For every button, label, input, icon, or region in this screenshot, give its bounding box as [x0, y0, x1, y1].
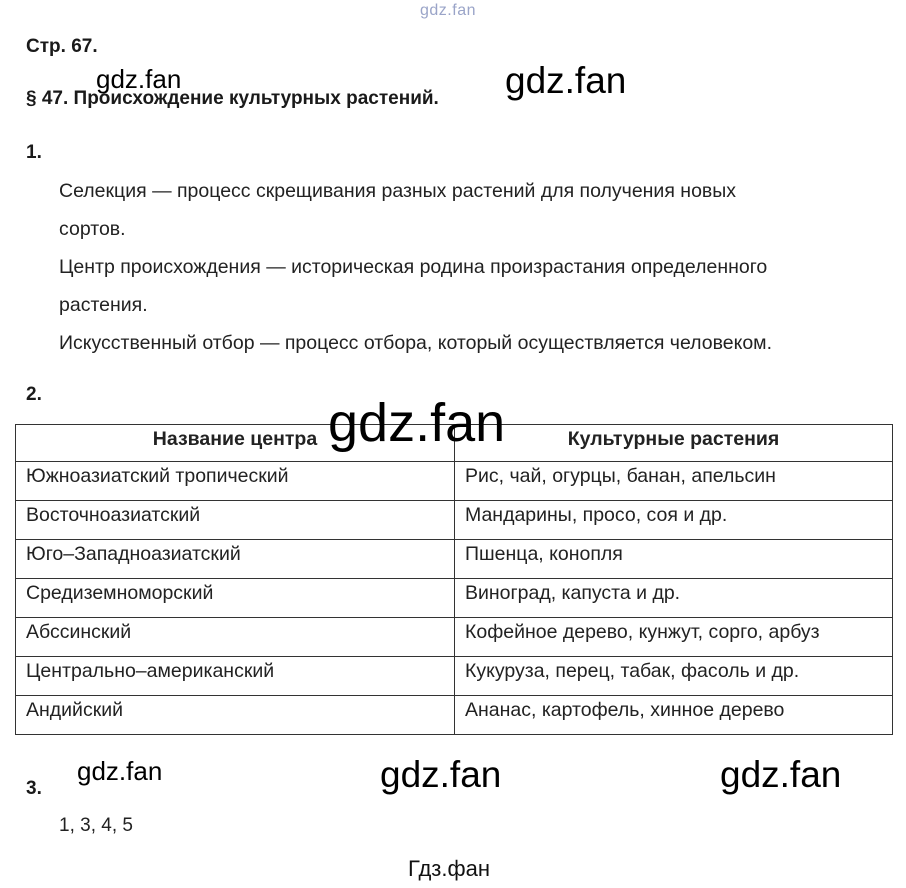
- cultivated-plants: Кукуруза, перец, табак, фасоль и др.: [455, 657, 893, 696]
- cultivated-plants: Ананас, картофель, хинное дерево: [455, 696, 893, 735]
- table-row: [16, 462, 893, 501]
- definition-line: сортов.: [59, 218, 126, 240]
- watermark-top: gdz.fan: [420, 2, 476, 19]
- center-name: Центрально–американский: [16, 657, 455, 696]
- center-name: Абссинский: [16, 618, 455, 657]
- question-1-number: 1.: [26, 142, 42, 163]
- table-row: [16, 579, 893, 618]
- origin-centers-table: [15, 424, 893, 735]
- table-row: [16, 657, 893, 696]
- watermark: gdz.fan: [96, 64, 182, 94]
- cultivated-plants: Пшенца, конопля: [455, 540, 893, 579]
- cultivated-plants: Мандарины, просо, соя и др.: [455, 501, 893, 540]
- question-3-number: 3.: [26, 778, 42, 799]
- watermark: gdz.fan: [380, 754, 502, 795]
- cultivated-plants: Виноград, капуста и др.: [455, 579, 893, 618]
- center-name: Андийский: [16, 696, 455, 735]
- definition-line: Искусственный отбор — процесс отбора, который осуществляется человеком.: [59, 332, 772, 354]
- question-2-number: 2.: [26, 384, 42, 405]
- watermark: gdz.fan: [328, 393, 506, 453]
- table-row: [16, 696, 893, 735]
- watermark: gdz.fan: [77, 756, 163, 786]
- column-header-plants: Культурные растения: [455, 425, 893, 462]
- watermark: gdz.fan: [720, 754, 842, 795]
- center-name: Юго–Западноазиатский: [16, 540, 455, 579]
- center-name: Восточноазиатский: [16, 501, 455, 540]
- page-number: Стр. 67.: [26, 36, 98, 57]
- definition-line: Селекция — процесс скрещивания разных растений для получения новых: [59, 180, 737, 202]
- question-3-answer: 1, 3, 4, 5: [59, 815, 133, 836]
- section-title: § 47. Происхождение культурных растений.: [26, 88, 439, 109]
- table-row: [16, 501, 893, 540]
- footer-site-name: Гдз.фан: [408, 856, 490, 881]
- cultivated-plants: Кофейное дерево, кунжут, сорго, арбуз: [455, 618, 893, 657]
- watermark: gdz.fan: [505, 60, 627, 101]
- column-header-center: Название центра: [16, 425, 455, 462]
- definition-line: Центр происхождения — историческая родина произрастания определенного: [59, 256, 768, 278]
- table-row: [16, 540, 893, 579]
- table-row: [16, 618, 893, 657]
- center-name: Средиземноморский: [16, 579, 455, 618]
- center-name: Южноазиатский тропический: [16, 462, 455, 501]
- definition-line: растения.: [59, 294, 148, 316]
- cultivated-plants: Рис, чай, огурцы, банан, апельсин: [455, 462, 893, 501]
